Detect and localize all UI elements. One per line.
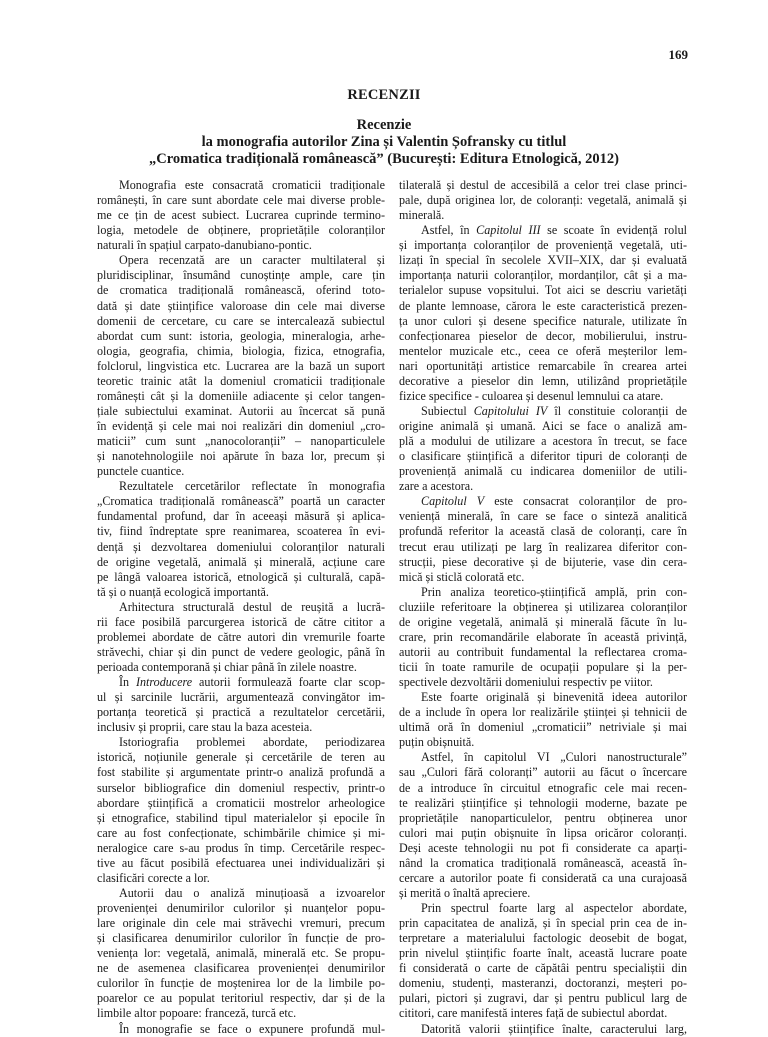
text-line: origine animală și umană. Aici se face o analiză am-	[399, 419, 687, 433]
text-line: terpretare a materialului factologic deosebit de bogat,	[399, 931, 687, 946]
text-line: Este foarte originală și binevenită ideea autorilor	[421, 690, 687, 705]
text-line: logia, metodele de obținere, proprietățile coloranților	[97, 223, 385, 238]
text-line: și importanța coloranților de proveniență vegetală, uti-	[399, 238, 687, 253]
text-line: Datorită valorii științifice înalte, caracterului larg,	[421, 1021, 687, 1036]
text-line: veniență minerală, în care se face o sinteză analitică	[399, 509, 687, 524]
text-line: dată și date științifice valoroase din cele mai diverse	[97, 298, 385, 313]
text-line: pe lângă valoarea istorică, etnologică și culturală, capă-	[97, 569, 385, 584]
text-line: de cromatica tradițională românească, oferind toto-	[97, 283, 385, 298]
text-line: ul și sarcinile lucrării, argumentează convingător im-	[97, 690, 385, 705]
text-line: inclusiv și proprii, care stau la baza acesteia.	[97, 720, 313, 735]
text-line: ultimă oră în domeniul „cromaticii” netriviale și mai	[399, 720, 687, 735]
text-line: abordat cum sunt: istoria, geologia, mineralogia, arhe-	[97, 328, 385, 343]
text-line: fi considerată o carte de căpătâi pentru specialiștii din	[399, 961, 687, 976]
page-number: 169	[668, 47, 688, 62]
text-line: confecționarea pieselor de decor, mobilierului, instru-	[399, 328, 687, 343]
text-line: cercare a autorilor poate fi considerată ca una curajoasă	[399, 870, 687, 885]
text-line: țiale subiectului examinat. Autorii au încercat să pună	[97, 403, 385, 418]
text-line: neralogice care s-au produs în timp. Cercetările respec-	[97, 840, 385, 855]
text-line: mentelor muzicale etc., ceea ce oferă meșterilor lem-	[399, 343, 687, 358]
text-line: abordare științifică a cromaticii mostrelor arheologice	[97, 795, 385, 810]
text-line: cluziile referitoare la obținerea și utilizarea coloranților	[399, 599, 687, 614]
text-line: lare originale din cele mai străvechi vremuri, precum	[97, 916, 385, 931]
text-line: minerală.	[399, 208, 445, 223]
title-line-2: la monografia autorilor Zina și Valentin Șofransky cu titlul	[201, 134, 567, 150]
text-line: decorative a pieselor din lemn, utilizând proprietățile	[399, 373, 687, 388]
text-line: portanța teoretică și practică a rezultatelor cercetării,	[97, 705, 385, 720]
text-line: punctele cuantice.	[97, 464, 185, 479]
text-line: prin capacitatea de analiză, și în special prin cea de in-	[399, 916, 687, 931]
text-line: Monografia este consacrată cromaticii tradiționale	[119, 178, 385, 192]
text-line: Istoriografia problemei abordate, periodizarea	[119, 735, 385, 750]
text-line: Subiectul Capitolului IV îl constituie coloranții de	[421, 403, 687, 418]
text-line: Prin spectrul foarte larg al aspectelor abordate,	[421, 901, 687, 915]
text-line: veniența lor: vegetală, animală, minerală etc. Se propu-	[97, 946, 385, 961]
title-line-1: Recenzie	[356, 117, 412, 133]
text-line: de origine vegetală, animală și minerală, acțiune care	[97, 554, 385, 569]
text-line: în evidență și cele mai noi realizări din domeniul „cro-	[97, 419, 385, 433]
text-line: istorică, noțiunile generale și cercetările de teren au	[97, 750, 385, 765]
text-line: culorilor în funcție de moștenirea lor de la limbile po-	[97, 976, 385, 991]
text-line: spectivele dezvoltării domeniului respectiv pe viitor.	[399, 675, 653, 690]
text-line: nari oportunități artistice remarcabile în crearea artei	[399, 358, 687, 373]
text-line: provenienței denumirilor culorilor și nuanțelor popu-	[97, 901, 385, 915]
text-line: prin nivelul științific foarte înalt, această lucrare poate	[399, 946, 687, 961]
text-line: zare a acestora.	[399, 479, 474, 494]
text-line: pulari, pictori și zugravi, dar și pentru publicul larg de	[399, 991, 687, 1006]
text-line: domenii de cercetare, cu care se intercalează subiectul	[97, 313, 385, 328]
text-line: tive au făcut posibilă efectuarea unei individualizări și	[97, 855, 385, 870]
text-line: pale, după originea lor, de coloranți: vegetală, animală și	[399, 193, 687, 208]
text-line: românești cât și la domeniile adiacente și celor tangen-	[97, 388, 385, 403]
text-line: rii face posibilă parcurgerea istorică de către cititor a	[97, 614, 385, 629]
text-line: ne de asemenea clasificarea provenienței denumirilor	[97, 961, 385, 976]
text-line: ța unor culori și desene specifice naturale, utilizate în	[399, 313, 687, 328]
text-line: Rezultatele cercetărilor reflectate în monografia	[119, 479, 385, 494]
text-line: clasificări corecte a lor.	[97, 870, 210, 885]
text-line: Astfel, în Capitolul III se scoate în evidență rolul	[421, 223, 687, 238]
text-line: importanța naturii coloranților, mordanților, cât și a ma-	[399, 268, 687, 283]
text-line: nând la cromatica tradițională românească, această în-	[399, 855, 687, 870]
text-line: Deși aceste tehnologii nu pot fi considerate ca aparți-	[399, 840, 687, 855]
text-line: terialelor supuse vopsitului. Tot aici se descriu varietăți	[399, 283, 687, 298]
text-line: „Cromatica tradițională românească” poartă un caracter	[97, 494, 385, 509]
text-line: de a introduce în circuitul etnografic cele mai recen-	[399, 780, 687, 795]
text-line: proveniență animală cu indicarea domeniilor de utili-	[399, 464, 687, 479]
text-line: cititori, care manifestă interes față de subiectul abordat.	[399, 1006, 668, 1021]
text-line: de origine vegetală, animală și minerală făcute în lu-	[399, 614, 687, 629]
text-line: fost stabilite și argumentate printr-o analiză profundă a	[97, 765, 385, 780]
text-line: fizice specifice - culoarea și desenul lemnului ca atare.	[399, 388, 664, 403]
text-line: limbile altor popoare: franceză, turcă etc.	[97, 1006, 297, 1021]
text-line: puțin obișnuită.	[399, 735, 475, 750]
text-line: profundă referitor la această clasă de coloranți, care în	[399, 524, 687, 539]
text-line: domeniu, studenți, masteranzi, doctoranzi, meșteri po-	[399, 976, 687, 991]
text-line: te realizări științifice și tehnologii moderne, bazate pe	[399, 795, 687, 810]
left-text-column	[97, 178, 385, 1037]
text-line: Astfel, în capitolul VI „Culori nanostructurale”	[421, 750, 687, 765]
text-line: de plante lemnoase, cărora le este caracteristică prezen-	[399, 298, 687, 313]
text-line: și clasificarea denumirilor culorilor în funcție de pro-	[97, 931, 385, 946]
text-line: perioada contemporană și chiar până în zilele noastre.	[97, 660, 357, 674]
text-line: naturali în spațiul carpato-danubiano-pontic.	[97, 238, 312, 253]
text-line: românești, în care sunt abordate cele mai diverse proble-	[97, 193, 385, 208]
text-line: Autorii dau o analiză minuțioasă a izvoarelor	[119, 885, 385, 900]
text-line: o clasificare științifică a diferitor tipuri de coloranți de	[399, 449, 687, 464]
text-line: Capitolul V este consacrat coloranților de pro-	[421, 494, 688, 509]
text-line: culori mai puțin obișnuite în lipsa oricăror coloranți.	[399, 825, 687, 840]
text-line: trecut erau utilizați pe larg în realizarea diferitor con-	[399, 539, 687, 554]
text-line: mică și sticlă colorată etc.	[399, 569, 525, 584]
text-line: surselor bibliografice din domeniul respectiv, printr-o	[97, 780, 385, 795]
text-line: proprietățile nanoparticulelor, pentru obținerea unor	[399, 810, 687, 825]
text-line: și merită o înaltă apreciere.	[399, 885, 531, 900]
right-text-column	[399, 178, 687, 1037]
text-line: autorii au contribuit fundamental la reflectarea croma-	[399, 644, 687, 659]
text-line: folclorul, lingvistica etc. Lucrarea are la bază un suport	[97, 358, 385, 373]
section-heading: RECENZII	[347, 87, 421, 103]
text-line: teoretic trainic atât la domeniul cromaticii tradiționale	[97, 373, 385, 388]
text-line: tiv, fiind îndreptate spre reanimarea, scoaterea în evi-	[97, 524, 385, 539]
text-line: În Introducere autorii formulează foarte clar scop-	[119, 675, 385, 690]
text-line: plă a modului de utilizare a acestora în trecut, se face	[399, 434, 687, 449]
text-line: ticii în toate ramurile de ocupații populare și la per-	[399, 660, 687, 674]
text-line: Opera recenzată are un caracter multilateral și	[119, 253, 385, 268]
text-line: Arhitectura structurală destul de reușită a lucră-	[119, 599, 385, 614]
text-line: dență și dezvoltarea domeniului coloranților naturali	[97, 539, 385, 554]
text-line: și etnografice, stabilind tipul materialelor și epocile în	[97, 810, 385, 825]
text-line: crare, prin recomandările elaborate în această privință,	[399, 629, 687, 644]
text-line: me ce țin de acest subiect. Lucrarea cuprinde termino-	[97, 208, 385, 223]
text-line: și nanotehnologiile noi apărute în baza lor, precum și	[97, 449, 385, 464]
text-line: strucții, piese decorative și de bijuterie, vase din cera-	[399, 554, 687, 569]
text-line: lizați în special în secolele XVII–XIX, dar și evaluată	[399, 253, 687, 268]
text-line: maticii” cum sunt „nanocoloranții” – nanoparticulele	[97, 434, 385, 449]
text-line: străvechi, chiar și din punct de vedere geologic, până în	[97, 644, 385, 659]
text-line: ologia, geografia, chimia, biologia, fizica, etnografia,	[97, 343, 385, 358]
text-line: În monografie se face o expunere profundă mul-	[119, 1021, 385, 1036]
text-line: Prin analiza teoretico-științifică amplă, prin con-	[421, 584, 687, 599]
text-line: poarelor ce au populat teritoriul respectiv, dar și de la	[97, 991, 385, 1006]
text-line: problemei abordate de către autori din vremurile foarte	[97, 629, 385, 644]
text-line: sau „Culori fără coloranți” autorii au făcut o încercare	[399, 765, 687, 780]
text-line: de a include în opera lor realizările științei și tehnicii de	[399, 705, 687, 720]
review-title	[80, 117, 688, 168]
text-line: pluridisciplinar, însumând cunoștințe ample, care țin	[97, 268, 385, 283]
text-line: fundamental profund, dar în aceeași măsură și aplica-	[97, 509, 385, 524]
text-line: tă și o nuanță ecologică importantă.	[97, 584, 269, 599]
text-line: tilaterală și destul de accesibilă a celor trei clase princi-	[399, 178, 687, 192]
title-line-3: „Cromatica tradițională românească” (București: Editura Etnologică, 2012)	[148, 151, 619, 167]
text-line: care au fost confecționate, schimbările chimice și mi-	[97, 825, 385, 840]
